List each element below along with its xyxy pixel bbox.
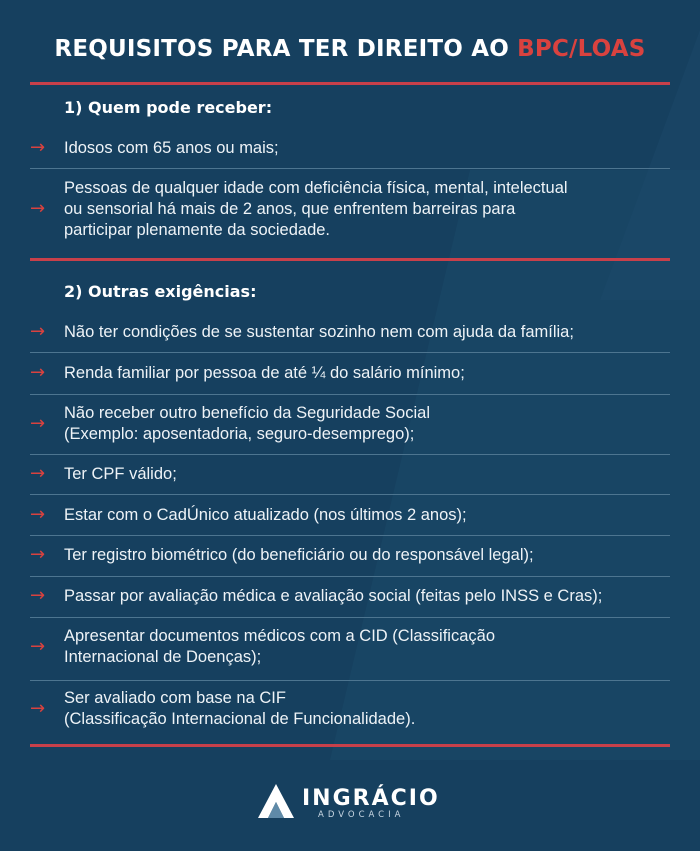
- title-main: REQUISITOS PARA TER DIREITO AO: [54, 36, 518, 62]
- logo-subtitle: ADVOCACIA: [318, 810, 405, 820]
- list-item: [30, 503, 670, 527]
- list-item: [30, 320, 670, 344]
- divider: [30, 352, 670, 353]
- arrow-right-icon: →: [30, 504, 46, 525]
- arrow-right-icon: →: [30, 544, 46, 565]
- arrow-right-icon: →: [30, 198, 46, 219]
- list-item-text: Não ter condições de se sustentar sozinho nem com ajuda da família;: [64, 322, 574, 341]
- arrow-right-icon: →: [30, 137, 46, 158]
- list-item: [30, 177, 670, 241]
- list-item: [30, 402, 670, 446]
- arrow-right-icon: →: [30, 698, 46, 719]
- list-item-text: Ser avaliado com base na CIF (Classificação Internacional de Funcionalidade).: [64, 689, 416, 728]
- arrow-right-icon: →: [30, 636, 46, 657]
- list-item-text: Ter CPF válido;: [64, 464, 177, 483]
- list-item-text: Ter registro biométrico (do beneficiário ou do responsável legal);: [64, 545, 534, 564]
- ingracio-logo: [256, 782, 446, 822]
- section-heading-other-requirements: 2) Outras exigências:: [64, 282, 257, 301]
- divider: [30, 454, 670, 455]
- list-item: [30, 462, 670, 486]
- divider: [30, 394, 670, 395]
- list-item: [30, 584, 670, 608]
- arrow-right-icon: →: [30, 362, 46, 383]
- section-heading-who-can-receive: 1) Quem pode receber:: [64, 98, 273, 117]
- list-item-text: Passar por avaliação médica e avaliação social (feitas pelo INSS e Cras);: [64, 586, 603, 605]
- list-item-text: Não receber outro benefício da Seguridade Social (Exemplo: aposentadoria, seguro-desemprego);: [64, 404, 430, 443]
- divider: [30, 494, 670, 495]
- title-accent: BPC/LOAS: [517, 36, 646, 62]
- list-item-text: Estar com o CadÚnico atualizado (nos últimos 2 anos);: [64, 505, 467, 524]
- arrow-right-icon: →: [30, 585, 46, 606]
- divider: [30, 576, 670, 577]
- divider: [30, 535, 670, 536]
- list-item: [30, 543, 670, 567]
- list-item: [30, 625, 670, 669]
- divider: [30, 680, 670, 681]
- divider: [30, 168, 670, 169]
- list-item-text: Renda familiar por pessoa de até ¼ do salário mínimo;: [64, 363, 465, 382]
- arrow-right-icon: →: [30, 413, 46, 434]
- section-separator: [30, 258, 670, 261]
- arrow-right-icon: →: [30, 463, 46, 484]
- arrow-right-icon: →: [30, 321, 46, 342]
- logo-name: INGRÁCIO: [302, 786, 440, 811]
- list-item-text: Pessoas de qualquer idade com deficiência física, mental, intelectual ou sensorial há mais de 2 anos, que enfrentem barreiras para participar plenamente da sociedade.: [64, 178, 568, 239]
- title-underline: [30, 82, 670, 85]
- bottom-separator: [30, 744, 670, 747]
- list-item: [30, 687, 670, 731]
- logo-mark-icon: [256, 782, 296, 822]
- list-item: [30, 136, 670, 160]
- page-title: [0, 36, 700, 62]
- list-item-text: Apresentar documentos médicos com a CID (Classificação Internacional de Doenças);: [64, 627, 496, 666]
- list-item: [30, 361, 670, 385]
- list-item-text: Idosos com 65 anos ou mais;: [64, 138, 279, 157]
- divider: [30, 617, 670, 618]
